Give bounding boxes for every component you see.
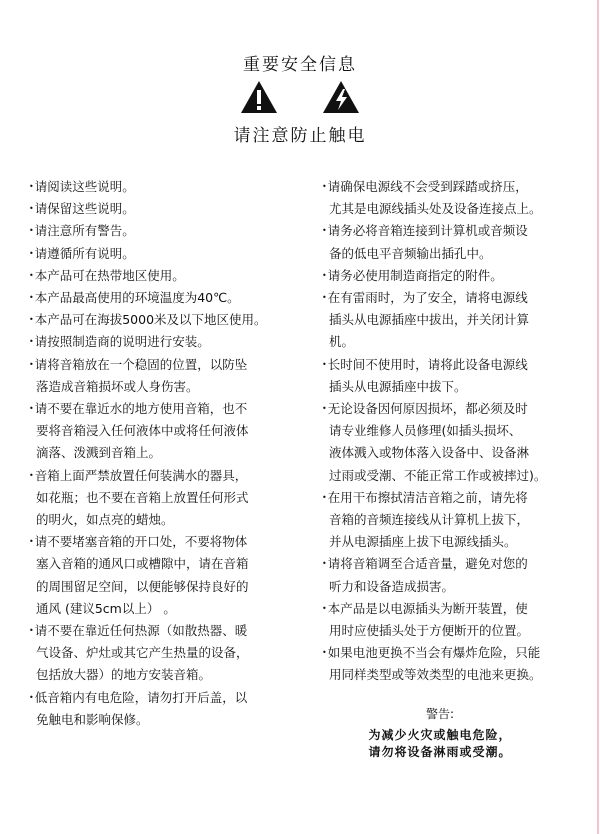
safety-item — [29, 354, 299, 398]
safety-item-line: 的明火，如点亮的蜡烛。 — [36, 512, 174, 528]
safety-item-line: 备的低电平音频输出插孔中。 — [329, 245, 492, 261]
safety-item-line: 音箱的音频连接线从计算机上拔下， — [329, 512, 530, 528]
safety-item-line: 气设备、炉灶或其它产生热量的设备， — [36, 645, 249, 661]
safety-item — [29, 687, 299, 731]
safety-item-line: 机。 — [329, 334, 355, 350]
safety-item-line: • 本产品可在热带地区使用。 — [29, 265, 299, 287]
safety-item-line: 过雨或受潮、不能正常工作或被摔过)。 — [329, 467, 547, 483]
safety-item-line: 液体溅入或物体落入设备中、设备淋 — [329, 445, 530, 461]
safety-item-line: • 请遵循所有说明。 — [29, 243, 299, 265]
safety-item — [29, 198, 299, 220]
warning-box — [320, 706, 560, 761]
safety-item-line: • 请不要在靠近水的地方使用音箱，也不 — [29, 398, 299, 420]
safety-item-line: 要将音箱浸入任何液体中或将任何液体 — [36, 423, 249, 439]
safety-item — [322, 220, 592, 264]
page-subtitle: 请注意防止触电 — [233, 126, 367, 146]
safety-item-line: • 请务必使用制造商指定的附件。 — [322, 265, 592, 287]
safety-item-line: • 请阅读这些说明。 — [29, 176, 299, 198]
safety-item-line: 免触电和影响保修。 — [36, 711, 149, 727]
safety-item — [322, 553, 592, 597]
safety-item — [322, 265, 592, 287]
safety-item-line: 滴落、泼溅到音箱上。 — [36, 445, 162, 461]
safety-item — [322, 487, 592, 554]
safety-item-line: 塞入音箱的通风口或槽隙中，请在音箱 — [36, 556, 249, 572]
warning-line: 请勿将设备淋雨或受潮。 — [368, 745, 512, 759]
safety-item-line: 通风 (建议5cm以上） 。 — [36, 600, 176, 616]
safety-item-line: 用同样类型或等效类型的电池来更换。 — [329, 667, 542, 683]
warning-heading: 警告: — [425, 707, 455, 721]
safety-item-line: • 如果电池更换不当会有爆炸危险，只能 — [322, 642, 592, 664]
safety-item — [29, 176, 299, 198]
safety-item — [29, 465, 299, 532]
safety-item-line: • 请按照制造商的说明进行安装。 — [29, 331, 299, 353]
safety-item — [29, 309, 299, 331]
safety-item-line: • 在有雷雨时，为了安全，请将电源线 — [322, 287, 592, 309]
safety-item-line: 如花瓶；也不要在音箱上放置任何形式 — [36, 489, 249, 505]
safety-item-line: 插头从电源插座中拔出，并关闭计算 — [329, 312, 530, 328]
safety-item — [29, 398, 299, 465]
safety-item-line: • 请确保电源线不会受到踩踏或挤压， — [322, 176, 592, 198]
safety-item — [322, 354, 592, 398]
safety-item-line: • 请将音箱调至合适音量，避免对您的 — [322, 553, 592, 575]
safety-item-line: • 本产品最高使用的环境温度为40℃。 — [29, 287, 299, 309]
safety-item-line: 的周围留足空间，以便能够保持良好的 — [36, 578, 249, 594]
left-column — [29, 176, 299, 731]
safety-item-line: • 请务必将音箱连接到计算机或音频设 — [322, 220, 592, 242]
safety-item-line: • 请不要堵塞音箱的开口处，不要将物体 — [29, 531, 299, 553]
safety-item-line: • 在用干布擦拭清洁音箱之前，请先将 — [322, 487, 592, 509]
safety-item-line: 包括放大器）的地方安装音箱。 — [36, 667, 212, 683]
safety-item — [29, 620, 299, 687]
safety-item — [29, 531, 299, 620]
safety-item — [29, 220, 299, 242]
safety-item-line: • 本产品是以电源插头为断开装置，使 — [322, 598, 592, 620]
safety-item-line: • 无论设备因何原因损坏，都必须及时 — [322, 398, 592, 420]
safety-item-line: 听力和设备造成损害。 — [329, 578, 455, 594]
safety-item — [322, 287, 592, 354]
safety-item — [29, 331, 299, 353]
safety-item-line: 插头从电源插座中拔下。 — [329, 378, 467, 394]
safety-item-line: • 长时间不使用时，请将此设备电源线 — [322, 354, 592, 376]
safety-item-line: 请专业维修人员修理(如插头损坏、 — [329, 423, 522, 439]
exclamation-warning-icon — [240, 80, 278, 114]
safety-item — [29, 265, 299, 287]
right-column — [322, 176, 592, 687]
safety-item — [29, 243, 299, 265]
safety-item-line: 用时应使插头处于方便断开的位置。 — [329, 623, 530, 639]
safety-item-line: 并从电源插座上拔下电源线插头。 — [329, 534, 517, 550]
safety-item — [322, 598, 592, 642]
safety-item — [322, 642, 592, 686]
safety-item-line: • 请注意所有警告。 — [29, 220, 299, 242]
safety-item-line: 尤其是电源线插头处及设备连接点上。 — [329, 201, 542, 217]
safety-item-line: • 请不要在靠近任何热源（如散热器、暖 — [29, 620, 299, 642]
safety-item-line: • 音箱上面严禁放置任何装满水的器具， — [29, 465, 299, 487]
safety-item-line: • 请将音箱放在一个稳固的位置，以防坠 — [29, 354, 299, 376]
safety-item — [322, 176, 592, 220]
safety-item — [322, 398, 592, 487]
electric-shock-warning-icon — [322, 80, 360, 114]
page-title: 重要安全信息 — [243, 55, 357, 75]
safety-item-line: • 请保留这些说明。 — [29, 198, 299, 220]
warning-line: 为减少火灾或触电危险， — [368, 728, 512, 742]
safety-item-line: 落造成音箱损坏或人身伤害。 — [36, 378, 199, 394]
safety-item — [29, 287, 299, 309]
safety-item-line: • 低音箱内有电危险，请勿打开后盖，以 — [29, 687, 299, 709]
warning-icons — [0, 80, 600, 114]
safety-item-line: • 本产品可在海拔5000米及以下地区使用。 — [29, 309, 299, 331]
